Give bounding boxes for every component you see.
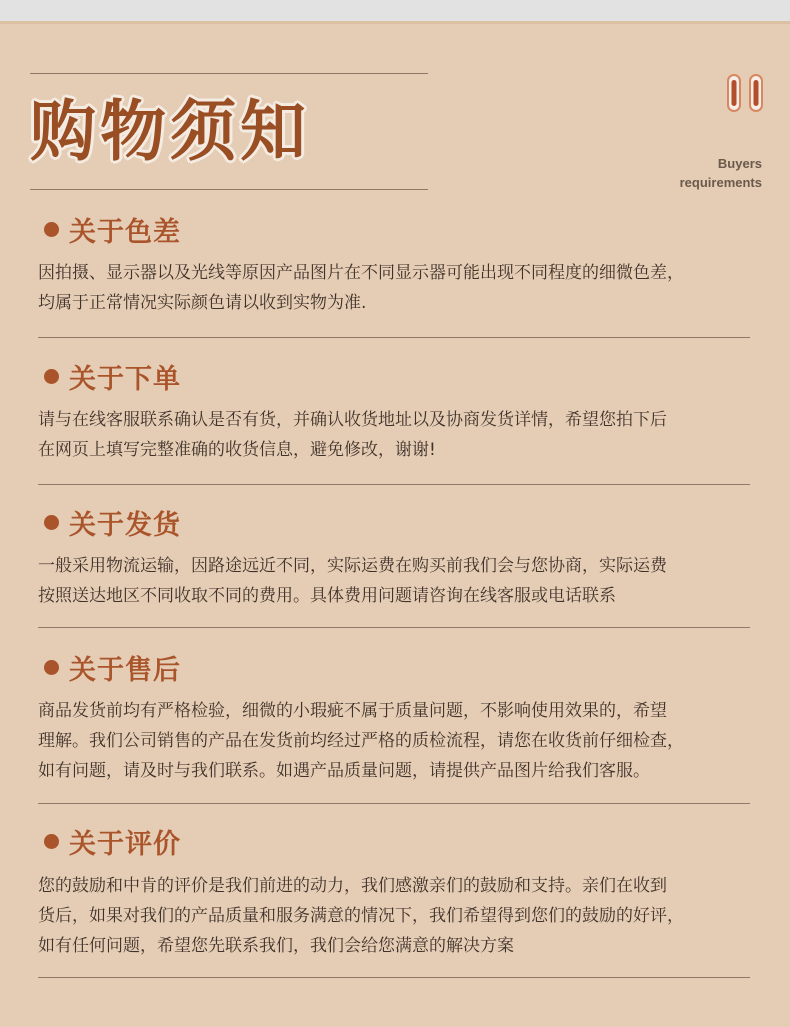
section-divider — [38, 484, 750, 485]
top-band — [0, 0, 790, 21]
subtitle-line-2: requirements — [679, 175, 762, 190]
section-divider — [38, 627, 750, 628]
section-line: 您的鼓励和中肯的评价是我们前进的动力，我们感激亲们的鼓励和支持。亲们在收到 — [38, 876, 667, 896]
section-line: 均属于正常情况实际颜色请以收到实物为准. — [38, 293, 367, 313]
section-label: 关于下单 — [69, 363, 181, 395]
section-line: 如有任何问题，希望您先联系我们，我们会给您满意的解决方案 — [38, 936, 514, 956]
section-label: 关于售后 — [69, 654, 181, 686]
header-bottom-divider — [30, 189, 428, 190]
section-line: 在网页上填写完整准确的收货信息，避免修改，谢谢! — [38, 440, 436, 460]
bullet-dot-icon — [44, 515, 59, 530]
section-title-shipping — [44, 505, 181, 539]
pause-icon — [727, 74, 763, 112]
subtitle — [602, 154, 762, 192]
section-line: 一般采用物流运输，因路途远近不同，实际运费在购买前我们会与您协商，实际运费 — [38, 556, 667, 576]
section-title-ordering — [44, 359, 181, 393]
header-top-divider — [30, 73, 428, 74]
section-body-after-sales — [38, 696, 766, 786]
section-body-color-difference — [38, 258, 766, 318]
bullet-dot-icon — [44, 660, 59, 675]
section-body-shipping — [38, 551, 766, 611]
subtitle-line-1: Buyers — [717, 156, 762, 171]
section-label: 关于色差 — [69, 216, 181, 248]
section-line: 请与在线客服联系确认是否有货，并确认收货地址以及协商发货详情，希望您拍下后 — [38, 410, 667, 430]
section-label: 关于发货 — [69, 509, 181, 541]
bullet-dot-icon — [44, 834, 59, 849]
top-rule — [0, 21, 790, 24]
section-body-reviews — [38, 871, 766, 961]
page-title: 购物须知 — [30, 93, 310, 170]
section-line: 理解。我们公司销售的产品在发货前均经过严格的质检流程，请您在收货前仔细检查， — [38, 731, 684, 751]
bullet-dot-icon — [44, 369, 59, 384]
section-divider — [38, 803, 750, 804]
section-line: 因拍摄、显示器以及光线等原因产品图片在不同显示器可能出现不同程度的细微色差， — [38, 263, 684, 283]
section-title-after-sales — [44, 650, 181, 684]
bullet-dot-icon — [44, 222, 59, 237]
section-line: 商品发货前均有严格检验，细微的小瑕疵不属于质量问题，不影响使用效果的，希望 — [38, 701, 667, 721]
section-line: 货后，如果对我们的产品质量和服务满意的情况下，我们希望得到您们的鼓励的好评， — [38, 906, 684, 926]
section-title-reviews — [44, 824, 181, 858]
section-line: 按照送达地区不同收取不同的费用。具体费用问题请咨询在线客服或电话联系 — [38, 586, 616, 606]
section-title-color-difference — [44, 212, 181, 246]
section-divider — [38, 337, 750, 338]
section-label: 关于评价 — [69, 828, 181, 860]
section-divider — [38, 977, 750, 978]
section-line: 如有问题，请及时与我们联系。如遇产品质量问题，请提供产品图片给我们客服。 — [38, 761, 650, 781]
section-body-ordering — [38, 405, 766, 465]
